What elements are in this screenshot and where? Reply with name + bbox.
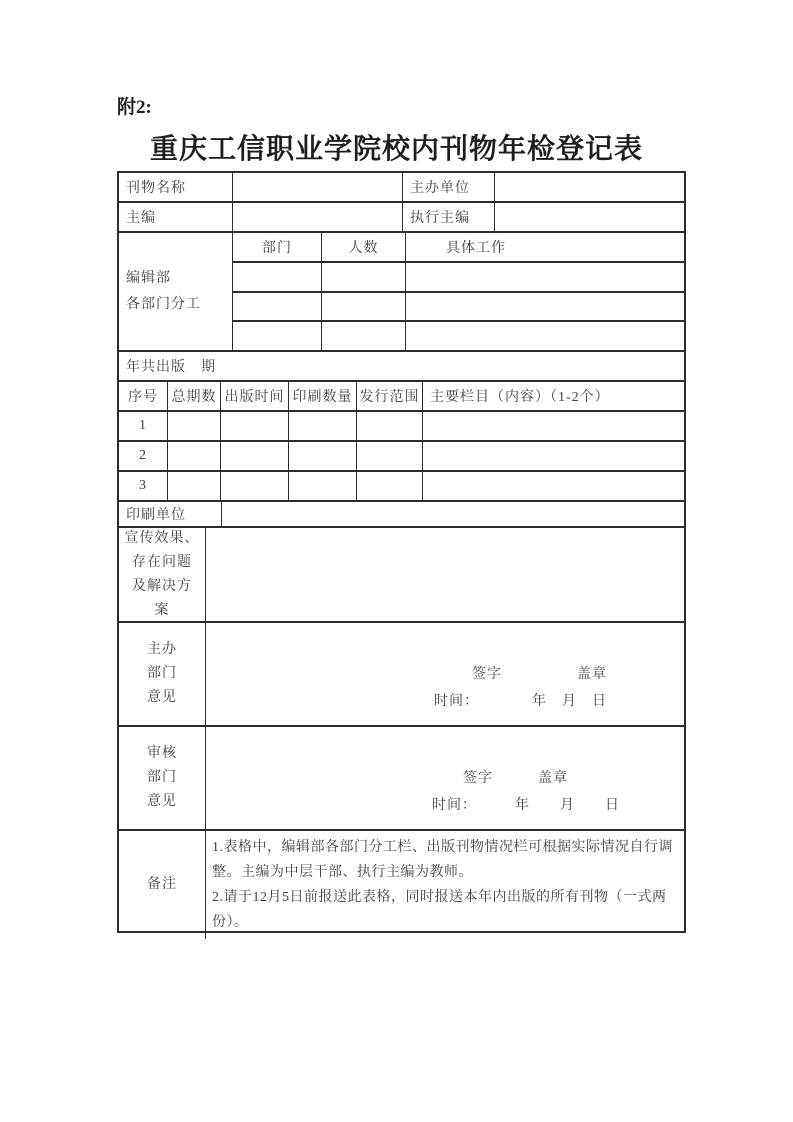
dept-headcount-cell[interactable] [321,322,405,350]
row-effect [119,526,684,621]
effect-content-cell[interactable] [205,528,684,621]
publication-name-field[interactable] [232,173,402,201]
organizer-date-line: 时间： 年 月 日 [434,694,607,709]
row-remarks [119,829,684,939]
dept-header-row [233,233,684,261]
issue-scope-cell[interactable] [356,472,422,500]
organizer-field[interactable] [494,173,684,201]
row-organizer-opinion [119,621,684,725]
issue-total-cell[interactable] [167,472,220,500]
issues-header-scope: 发行范围 [356,382,422,410]
row-issues-header [119,380,684,410]
dept-duties-cell[interactable] [405,293,684,321]
effect-label-line: 案 [154,602,170,618]
issue-printqty-cell[interactable] [288,442,356,470]
remarks-item-1: 1.表格中，编辑部各部门分工栏、出版刊物情况栏可根据实际情况自行调整。主编为中层干部、执行主编为教师。 [212,840,673,880]
attachment-label: 附2: [117,97,152,118]
editorial-dept-label-line2: 各部门分工 [126,296,201,312]
review-sign-seal-line: 签字 盖章 [463,771,568,786]
issue-index: 1 [139,418,147,433]
issue-columns-cell[interactable] [422,472,684,500]
issue-printqty-cell[interactable] [288,472,356,500]
issues-header-total: 总期数 [167,382,220,410]
dept-name-cell[interactable] [233,293,321,321]
remarks-label-text: 备注 [147,877,177,892]
issue-pubdate-cell[interactable] [220,472,288,500]
remarks-content [205,831,684,939]
issue-total-cell[interactable] [167,442,220,470]
remarks-label [119,831,205,939]
issue-row-1 [119,410,684,440]
effect-label [119,528,205,621]
organizer-opinion-label-line: 意见 [147,690,177,705]
page-title: 重庆工信职业学院校内刊物年检登记表 [149,134,643,165]
executive-editor-field[interactable] [494,203,684,231]
issues-header-printqty: 印刷数量 [288,382,356,410]
effect-label-line: 及解决方 [132,578,192,594]
issues-header-index: 序号 [128,390,158,405]
organizer-opinion-label-line: 主办 [147,642,177,657]
row-review-opinion [119,725,684,829]
review-opinion-label-line: 意见 [147,794,177,809]
dept-col-header-department: 部门 [262,240,292,256]
dept-duties-cell[interactable] [405,263,684,291]
dept-duties-cell[interactable] [405,322,684,350]
review-opinion-label [119,727,205,829]
chief-editor-label: 主编 [126,211,156,226]
dept-data-row [233,261,684,291]
row-annual-output [119,350,684,380]
issue-scope-cell[interactable] [356,442,422,470]
issue-row-3 [119,470,684,500]
issues-header-pubdate: 出版时间 [220,382,288,410]
dept-data-row [233,291,684,321]
organizer-opinion-label [119,623,205,725]
organizer-label: 主办单位 [402,173,494,201]
dept-name-cell[interactable] [233,322,321,350]
dept-headcount-cell[interactable] [321,293,405,321]
review-opinion-content[interactable] [205,727,684,829]
dept-col-header-headcount: 人数 [321,233,405,261]
printer-label: 印刷单位 [126,508,186,523]
remarks-item-2: 2.请于12月5日前报送此表格，同时报送本年内出版的所有刊物（一式两份）。 [212,890,667,930]
organizer-sign-seal-line: 签字 盖章 [472,667,607,682]
dept-data-row [233,320,684,350]
issues-header-columns: 主要栏目（内容）（1-2个） [422,382,684,410]
organizer-opinion-content[interactable] [205,623,684,725]
issue-pubdate-cell[interactable] [220,442,288,470]
issue-total-cell[interactable] [167,412,220,440]
dept-col-header-duties: 具体工作 [405,233,684,261]
issue-pubdate-cell[interactable] [220,412,288,440]
effect-label-line: 存在问题 [132,554,192,570]
issue-scope-cell[interactable] [356,412,422,440]
issue-columns-cell[interactable] [422,412,684,440]
printer-field[interactable] [221,502,684,526]
dept-name-cell[interactable] [233,263,321,291]
dept-headcount-cell[interactable] [321,263,405,291]
issue-index: 3 [139,478,147,493]
effect-label-line: 宣传效果、 [124,530,200,546]
issue-index: 2 [139,448,147,463]
annual-output-label[interactable]: 年共出版 期 [126,360,216,375]
editorial-dept-label [119,233,232,350]
issue-row-2 [119,440,684,470]
issue-columns-cell[interactable] [422,442,684,470]
row-publication-name [119,173,684,201]
editorial-dept-label-line1: 编辑部 [126,270,171,286]
publication-name-label: 刊物名称 [126,181,186,196]
row-printer [119,500,684,526]
row-editors [119,201,684,231]
executive-editor-label: 执行主编 [402,203,494,231]
row-editorial-departments [119,231,684,350]
editorial-dept-grid [232,233,684,350]
registration-form-table [117,171,686,933]
issue-printqty-cell[interactable] [288,412,356,440]
organizer-opinion-label-line: 部门 [147,666,177,681]
review-opinion-label-line: 审核 [147,746,177,761]
chief-editor-field[interactable] [232,203,402,231]
review-date-line: 时间： 年 月 日 [432,798,620,813]
review-opinion-label-line: 部门 [147,770,177,785]
